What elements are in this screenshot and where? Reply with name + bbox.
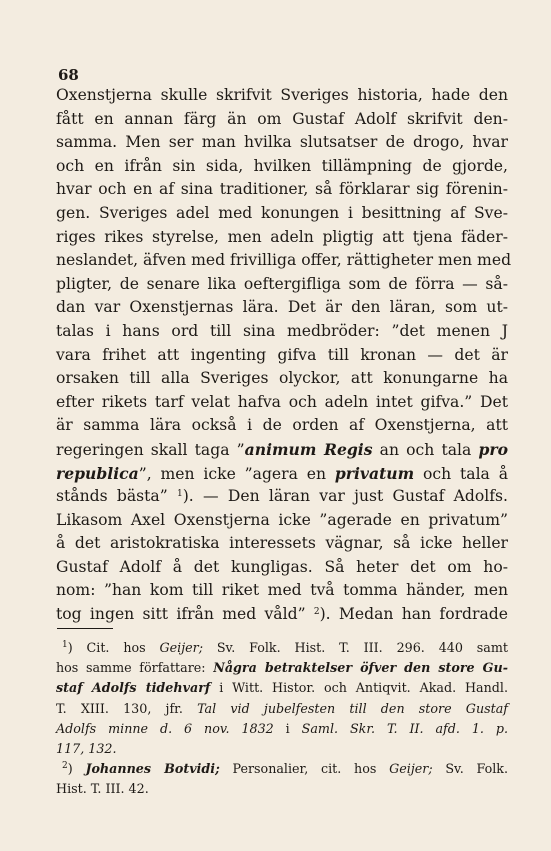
text-line: orsaken till alla Sveriges olyckor, att konungarne ha [56, 369, 508, 388]
latin-phrase: privatum [334, 463, 415, 483]
text-line: hvar och en af sina traditioner, så förklarar sig förenin- [56, 180, 508, 199]
body-text [56, 84, 512, 627]
text-line: Gustaf Adolf å det kungligas. Så heter det om ho- [56, 557, 508, 576]
text-line: fått en annan färg än om Gustaf Adolf skrifvit den- [56, 109, 508, 128]
text-line: är samma lära också i de orden af Oxenstjerna, att [56, 416, 508, 435]
footnote-marker: 1 [62, 640, 68, 650]
text-line: republica”, men icke ”agera en privatum och tala å [56, 463, 509, 483]
text-line: neslandet, äfven med frivilliga offer, rättigheter men med [56, 251, 512, 270]
text-line: dan var Oxenstjernas lära. Det är den läran, som ut- [56, 298, 508, 317]
footnote-line: Hist. T. III. 42. [56, 781, 149, 797]
text-line: samma. Men ser man hvilka slutsatser de drogo, hvar [56, 133, 508, 152]
text-line: och en ifrån sin sida, hvilken tillämpning de gjorde, [56, 156, 508, 175]
footnote-ref: 1 [176, 489, 183, 500]
footnote-ref: 2 [313, 607, 320, 618]
footnote-line: hos samme författare: Några betraktelser öfver den store Gu- [56, 660, 508, 676]
text-line: Likasom Axel Oxenstjerna icke ”agerade en privatum” [56, 510, 508, 529]
footnote-line: staf Adolfs tidehvarf i Witt. Histor. och Antiqvit. Akad. Handl. [56, 680, 509, 696]
text-line: Oxenstjerna skulle skrifvit Sveriges historia, hade den [56, 86, 508, 104]
text-line: gen. Sveriges adel med konungen i besittning af Sve- [56, 203, 508, 222]
text-line: stånds bästa” $^1$). — Den läran var just Gustaf Adolfs. [56, 487, 508, 506]
footnote-line: $^2$) Johannes Botvidi; Personalier, cit. hos Geijer; Sv. Folk. [62, 761, 509, 777]
page-number: 68 [58, 66, 79, 84]
text-line: vara frihet att ingenting gifva till kronan — det är [56, 345, 508, 364]
text-line: talas i hans ord till sina medbröder: ”det menen J [56, 321, 508, 340]
latin-phrase: animum Regis [244, 439, 373, 459]
footnote-line: $^1$) Cit. hos Geijer; Sv. Folk. Hist. T. III. 296. 440 samt [62, 640, 508, 655]
footnote-divider [57, 628, 113, 629]
footnote-line: Adolfs minne d. 6 nov. 1832 i Saml. Skr. T. II. afd. 1. p. [56, 720, 508, 736]
text-line: pligter, de senare lika oeftergifliga som de förra — så- [56, 274, 508, 293]
text-line: efter rikets tarf velat hafva och adeln intet gifva.” Det [56, 392, 508, 411]
text-line: nom: ”han kom till riket med två tomma händer, men [56, 581, 508, 600]
text-line: tog ingen sitt ifrån med våld” $^2$). Medan han fordrade [56, 605, 508, 624]
text-line: å det aristokratiska interessets vägnar, så icke heller [56, 534, 508, 553]
footnote-line: 117, 132. [56, 740, 117, 756]
latin-phrase: pro [478, 439, 508, 459]
latin-phrase: republica [56, 463, 139, 483]
footnote-marker: 2 [62, 761, 68, 772]
text-line: riges rikes styrelse, men adeln pligtig att tjena fäder- [56, 227, 508, 246]
text-line: regeringen skall taga ”animum Regis an och tala pro [56, 439, 508, 459]
footnote-line: T. XIII. 130, jfr. Tal vid jubelfesten till den store Gustaf [56, 700, 508, 716]
footnotes [56, 638, 508, 800]
